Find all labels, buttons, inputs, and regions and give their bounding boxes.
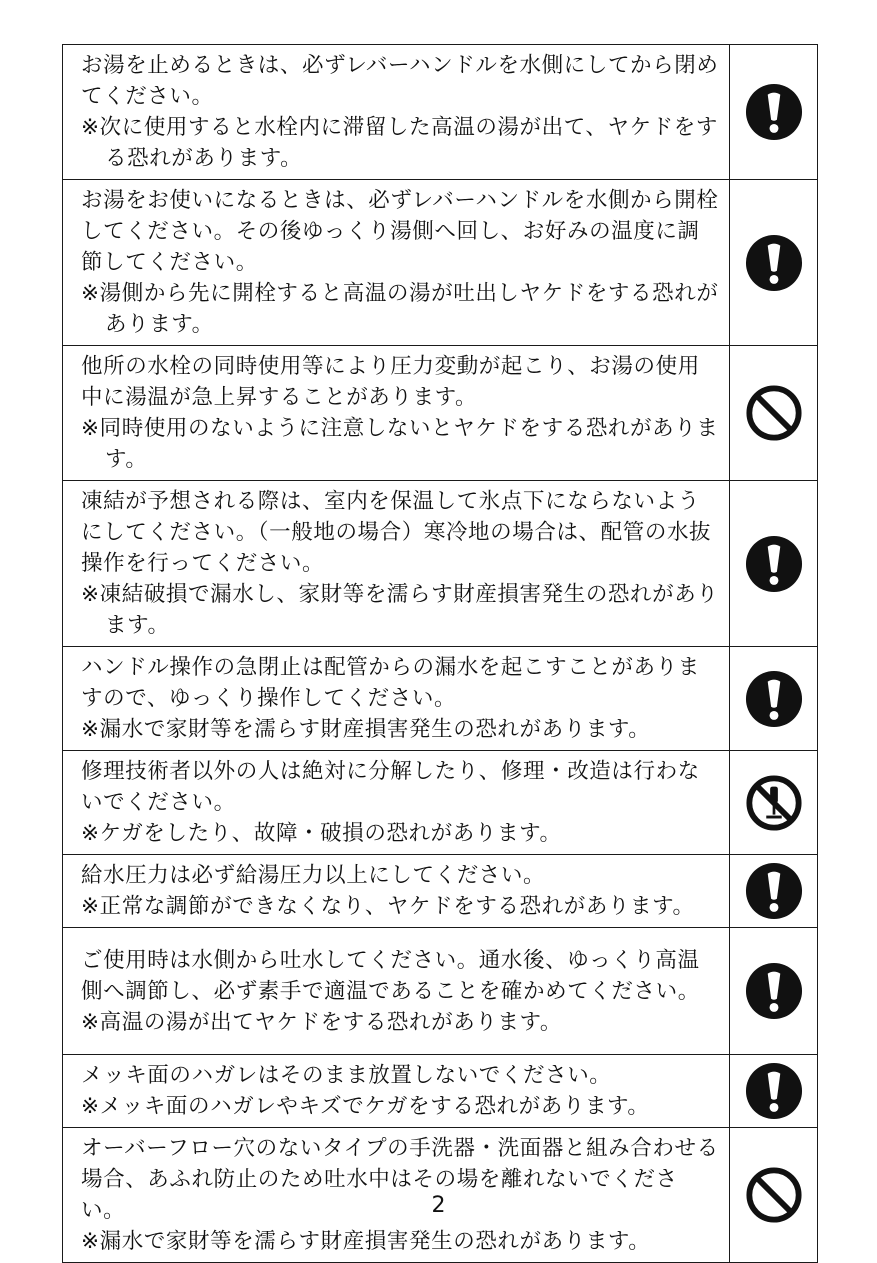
instruction-text-cell bbox=[63, 855, 730, 928]
instruction-row bbox=[63, 647, 818, 751]
instruction-icon-cell bbox=[730, 647, 818, 751]
instruction-row bbox=[63, 1055, 818, 1128]
instruction-text-cell bbox=[63, 1055, 730, 1128]
instruction-row bbox=[63, 346, 818, 481]
mandatory-exclamation-icon bbox=[745, 1062, 803, 1120]
instruction-row bbox=[63, 928, 818, 1055]
instruction-note-text: ※正常な調節ができなくなり、ヤケドをする恐れがあります。 bbox=[81, 894, 695, 919]
instruction-icon-cell bbox=[730, 855, 818, 928]
instruction-main-text: お湯を止めるときは、必ずレバーハンドルを水側にしてから閉めてください。 bbox=[81, 53, 719, 109]
instruction-icon-cell bbox=[730, 751, 818, 855]
mandatory-exclamation-icon bbox=[745, 535, 803, 593]
instruction-icon-cell bbox=[730, 481, 818, 647]
instruction-note-text: ※湯側から先に開栓すると高温の湯が吐出しヤケドをする恐れがあります。 bbox=[81, 281, 719, 337]
instruction-note-text: ※凍結破損で漏水し、家財等を濡らす財産損害発生の恐れがあります。 bbox=[81, 582, 719, 638]
instruction-text-cell bbox=[63, 647, 730, 751]
instruction-main-text: ご使用時は水側から吐水してください。通水後、ゆっくり高温側へ調節し、必ず素手で適温であることを確かめてください。 bbox=[81, 947, 700, 1004]
instruction-icon-cell bbox=[730, 180, 818, 346]
instruction-note-text: ※ケガをしたり、故障・破損の恐れがあります。 bbox=[81, 821, 562, 846]
instruction-row bbox=[63, 180, 818, 346]
instruction-icon-cell bbox=[730, 1055, 818, 1128]
instruction-row bbox=[63, 855, 818, 928]
instruction-text-cell bbox=[63, 481, 730, 647]
instruction-icon-cell bbox=[730, 346, 818, 481]
instruction-icon-cell bbox=[730, 45, 818, 180]
instruction-main-text: お湯をお使いになるときは、必ずレバーハンドルを水側から開栓してください。その後ゆっくり湯側へ回し、お好みの温度に調節してください。 bbox=[81, 188, 719, 275]
mandatory-exclamation-icon bbox=[745, 862, 803, 920]
instruction-icon-cell bbox=[730, 928, 818, 1055]
instruction-main-text: オーバーフロー穴のないタイプの手洗器・洗面器と組み合わせる場合、あふれ防止のため吐水中はその場を離れないでください。 bbox=[81, 1136, 719, 1223]
instruction-text-cell bbox=[63, 180, 730, 346]
instruction-main-text: 修理技術者以外の人は絶対に分解したり、修理・改造は行わないでください。 bbox=[81, 759, 700, 815]
page-number: 2 bbox=[431, 1193, 446, 1218]
instruction-note-text: ※高温の湯が出てヤケドをする恐れがあります。 bbox=[81, 1009, 562, 1035]
instruction-text-cell bbox=[63, 45, 730, 180]
mandatory-exclamation-icon bbox=[745, 670, 803, 728]
instruction-note-text: ※メッキ面のハガレやキズでケガをする恐れがあります。 bbox=[81, 1094, 650, 1119]
prohibition-icon bbox=[745, 384, 803, 442]
mandatory-exclamation-icon bbox=[745, 962, 803, 1020]
instruction-note-text: ※漏水で家財等を濡らす財産損害発生の恐れがあります。 bbox=[81, 717, 651, 742]
instruction-text-cell bbox=[63, 751, 730, 855]
instruction-row bbox=[63, 45, 818, 180]
instruction-text-cell bbox=[63, 346, 730, 481]
instruction-note-text: ※次に使用すると水栓内に滞留した高温の湯が出て、ヤケドをする恐れがあります。 bbox=[81, 115, 718, 171]
instruction-main-text: 給水圧力は必ず給湯圧力以上にしてください。 bbox=[81, 863, 546, 888]
instruction-note-text: ※漏水で家財等を濡らす財産損害発生の恐れがあります。 bbox=[81, 1229, 651, 1254]
instruction-main-text: メッキ面のハガレはそのまま放置しないでください。 bbox=[81, 1063, 612, 1088]
mandatory-exclamation-icon bbox=[745, 83, 803, 141]
safety-instructions-table bbox=[62, 44, 818, 1263]
instruction-row bbox=[63, 481, 818, 647]
instruction-main-text: ハンドル操作の急閉止は配管からの漏水を起こすことがありますので、ゆっくり操作してください。 bbox=[81, 655, 700, 711]
no-disassembly-icon bbox=[745, 774, 803, 832]
instruction-note-text: ※同時使用のないように注意しないとヤケドをする恐れがあります。 bbox=[81, 416, 719, 472]
instruction-main-text: 凍結が予想される際は、室内を保温して氷点下にならないようにしてください。（一般地の場合）寒冷地の場合は、配管の水抜操作を行ってください。 bbox=[81, 489, 712, 576]
instruction-text-cell bbox=[63, 928, 730, 1055]
instruction-main-text: 他所の水栓の同時使用等により圧力変動が起こり、お湯の使用中に湯温が急上昇することがあります。 bbox=[81, 354, 700, 410]
mandatory-exclamation-icon bbox=[745, 234, 803, 292]
instruction-row bbox=[63, 751, 818, 855]
